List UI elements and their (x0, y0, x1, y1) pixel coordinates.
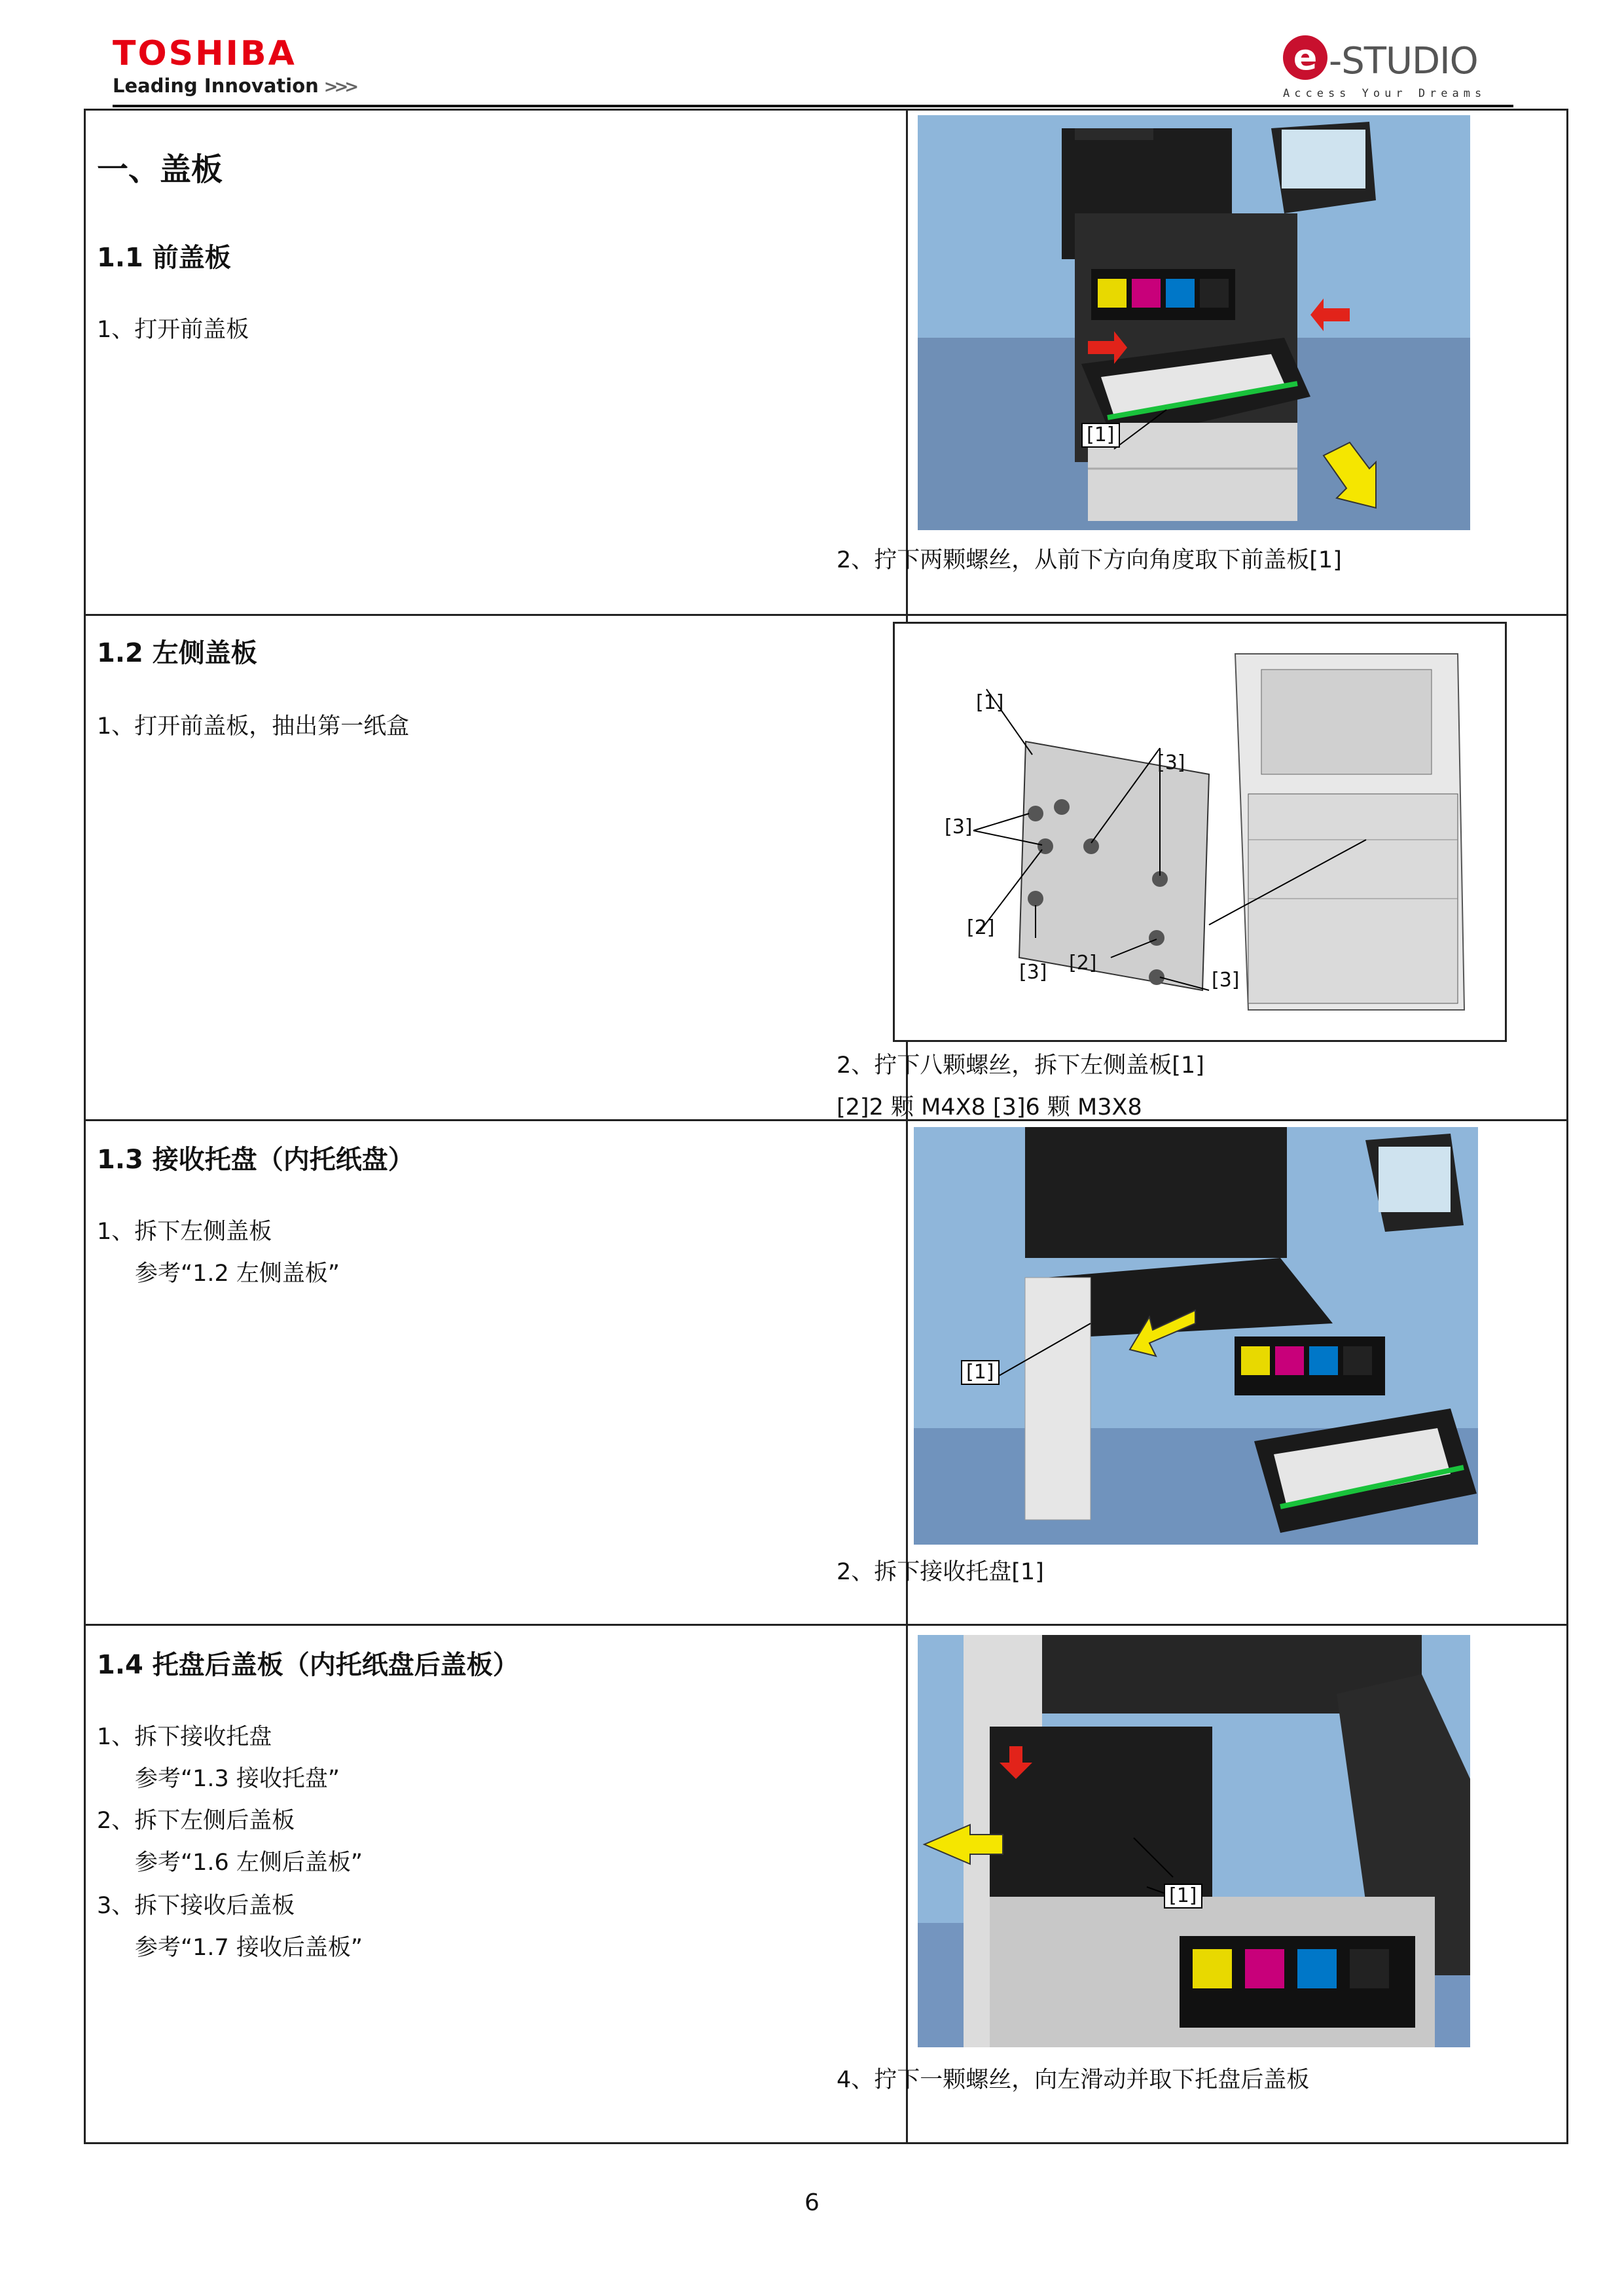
reference-text: 参考“1.2 左侧盖板” (135, 1261, 340, 1287)
svg-text:e: e (1293, 37, 1318, 78)
callout-label: [1] (976, 691, 1004, 714)
estudio-logo (1278, 26, 1500, 105)
caption-text: 2、拆下接收托盘[1] (837, 1559, 1044, 1585)
callout-label: [2] (1069, 952, 1097, 975)
receive-tray-photo (914, 1127, 1478, 1545)
row-divider (84, 1119, 1568, 1121)
callout-label: [1] (961, 1360, 1000, 1385)
step-text: 1、打开前盖板，抽出第一纸盒 (97, 713, 410, 740)
callout-label: [3] (1212, 969, 1240, 992)
section-title-1-2: 1.2 左侧盖板 (97, 638, 257, 668)
header-rule (113, 105, 1513, 107)
section-title-1-4: 1.4 托盘后盖板（内托纸盘后盖板） (97, 1650, 519, 1680)
caption-text: 2、拧下两颗螺丝，从前下方向角度取下前盖板[1] (837, 547, 1342, 573)
toshiba-logo: TOSHIBA (113, 34, 297, 73)
callout-label: [1] (1081, 423, 1120, 448)
reference-text: 参考“1.3 接收托盘” (135, 1766, 340, 1792)
reference-text: 参考“1.7 接收后盖板” (135, 1935, 363, 1961)
tray-rear-cover-photo (918, 1635, 1470, 2047)
step-text: 3、拆下接收后盖板 (97, 1893, 295, 1919)
page-number: 6 (804, 2189, 820, 2216)
section-title-1-1: 1.1 前盖板 (97, 243, 231, 273)
step-text: 1、拆下左侧盖板 (97, 1219, 272, 1245)
row-divider (84, 1624, 1568, 1626)
left-cover-diagram (893, 622, 1507, 1042)
reference-text: 参考“1.6 左侧后盖板” (135, 1850, 363, 1876)
callout-label: [3] (945, 816, 973, 838)
section-title-1-3: 1.3 接收托盘（内托纸盘） (97, 1145, 414, 1175)
callout-label: [2] (967, 916, 995, 939)
callout-label: [3] (1019, 961, 1047, 984)
caption-text: 4、拧下一颗螺丝，向左滑动并取下托盘后盖板 (837, 2067, 1310, 2093)
front-cover-photo (918, 115, 1470, 530)
tagline (113, 75, 355, 97)
step-text: 1、拆下接收托盘 (97, 1724, 272, 1750)
step-text: 2、拆下左侧后盖板 (97, 1808, 295, 1834)
caption-text: 2、拧下八颗螺丝，拆下左侧盖板[1] (837, 1052, 1204, 1079)
tagline-text: Leading Innovation (113, 75, 319, 97)
page-header (0, 0, 1624, 111)
chevrons-icon: >>> (323, 77, 355, 97)
callout-label: [3] (1157, 751, 1185, 774)
caption-text: [2]2 颗 M4X8 [3]6 颗 M3X8 (837, 1094, 1142, 1121)
step-text: 1、打开前盖板 (97, 317, 249, 343)
svg-text:Access Your Dreams: Access Your Dreams (1283, 87, 1487, 100)
main-title: 一、盖板 (97, 151, 223, 188)
callout-label: [1] (1164, 1884, 1202, 1909)
column-divider (906, 109, 908, 2144)
row-divider (84, 614, 1568, 616)
svg-text:-STUDIO: -STUDIO (1329, 40, 1478, 82)
